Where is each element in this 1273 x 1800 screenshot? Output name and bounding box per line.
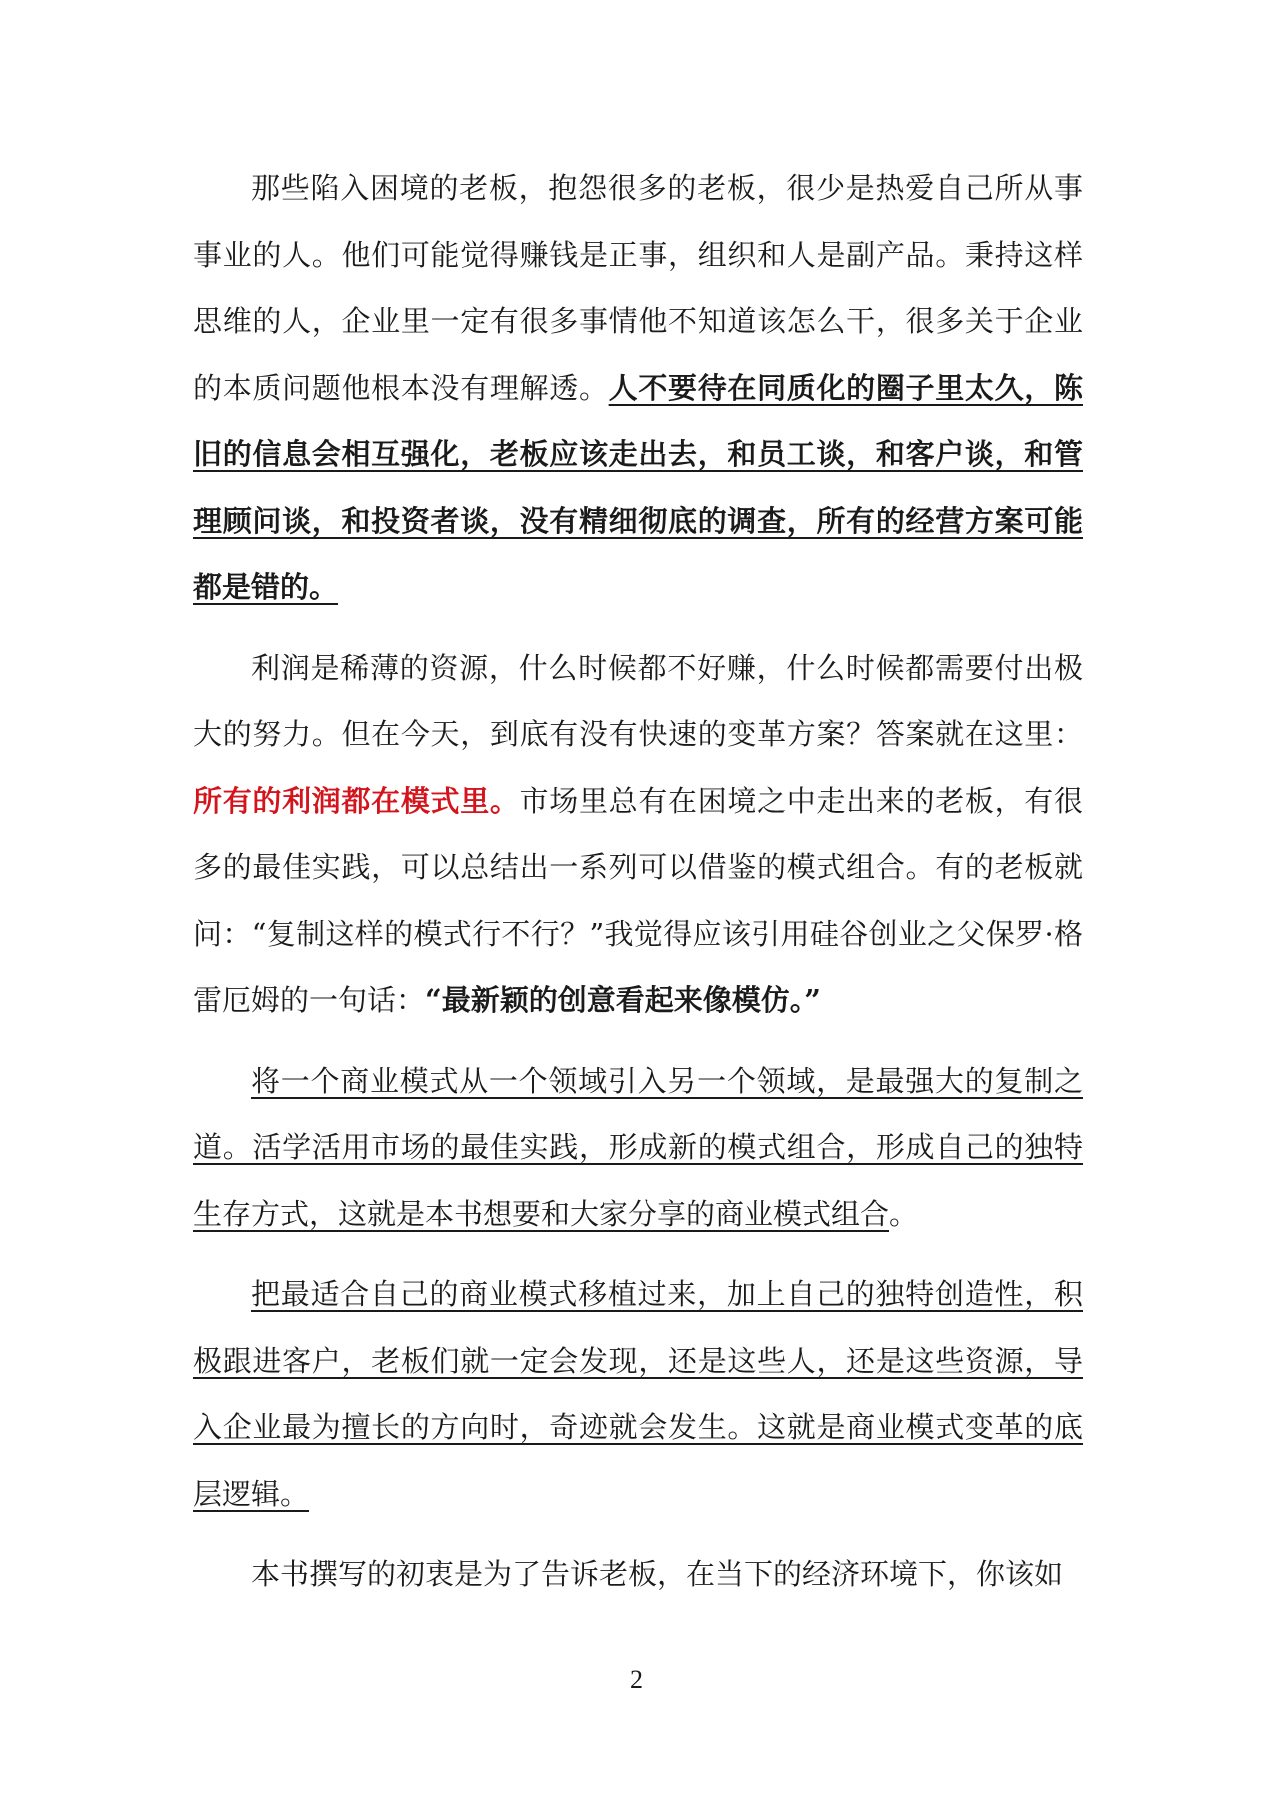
quote-run: “最新颖的创意看起来像模仿。” [425, 983, 821, 1017]
paragraph-4 [193, 1261, 1083, 1527]
emphasis-run: 人不要待在同质化的圈子里太久，陈旧的信息会相互强化，老板应该走出去，和员工谈，和客户谈，和管理顾问谈，和投资者谈，没有精细彻底的调查，所有的经营方案可能都是错的。 [193, 370, 1083, 604]
text-run: 本书撰写的初衷是为了告诉老板，在当下的经济环境下，你该如 [251, 1557, 1064, 1591]
document-body [193, 155, 1083, 1622]
paragraph-3 [193, 1048, 1083, 1248]
underline-run: 把最适合自己的商业模式移植过来，加上自己的独特创造性，积极跟进客户，老板们就一定会发现，还是这些人，还是这些资源，导入企业最为擅长的方向时，奇迹就会发生。这就是商业模式变革的底层逻辑。 [193, 1277, 1083, 1511]
page-number: 2 [630, 1665, 643, 1694]
paragraph-1 [193, 155, 1083, 621]
paragraph-5 [193, 1541, 1083, 1608]
text-run: 市场里总有在困境之中走出来的老板，有很多的最佳实践，可以总结出一系列可以借鉴的模式组合。有的老板就问：“复制这样的模式行不行？”我觉得应该引用硅谷创业之父保罗·格雷厄姆的一句话： [193, 783, 1083, 1017]
text-run: 那些陷入困境的老板，抱怨很多的老板，很少是热爱自己所从事事业的人。他们可能觉得赚钱是正事，组织和人是副产品。秉持这样思维的人，企业里一定有很多事情他不知道该怎么干，很多关于企业的本质问题他根本没有理解透。 [193, 171, 1083, 405]
paragraph-2 [193, 635, 1083, 1034]
text-run: 。 [889, 1196, 919, 1231]
highlight-run: 所有的利润都在模式里。 [193, 783, 520, 818]
underline-run: 将一个商业模式从一个领域引入另一个领域，是最强大的复制之道。活学活用市场的最佳实践，形成新的模式组合，形成自己的独特生存方式，这就是本书想要和大家分享的商业模式组合 [193, 1063, 1083, 1231]
text-run: 利润是稀薄的资源，什么时候都不好赚，什么时候都需要付出极大的努力。但在今天，到底有没有快速的变革方案？答案就在这里： [193, 650, 1083, 751]
